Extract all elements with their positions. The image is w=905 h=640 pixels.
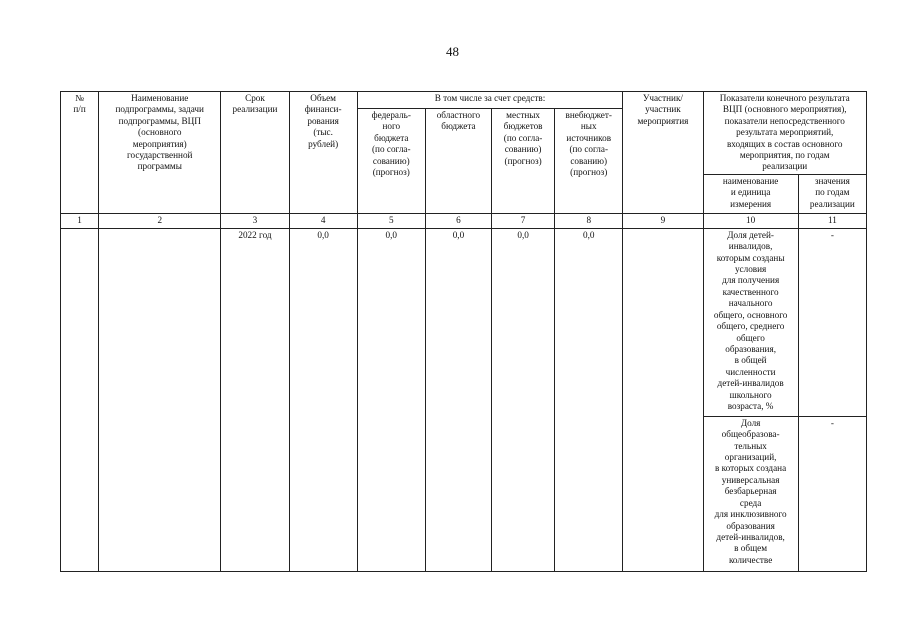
row-num-cell: [61, 228, 99, 571]
header-indicator-values: значения по годам реализации: [798, 174, 866, 213]
row-participant-cell: [623, 228, 703, 571]
header-indicator-name: наименование и единица измерения: [703, 174, 798, 213]
header-num: № п/п: [61, 92, 99, 214]
indicator-value-cell: -: [798, 228, 866, 416]
indicator-name-cell: Доля общеобразова- тельных организаций, в которых создана универсальная безбарьерная среда для инклюзивного образования детей-инвалидов, в общем количестве: [703, 416, 798, 571]
row-volume-cell: 0,0: [289, 228, 357, 571]
page-number: 48: [446, 44, 459, 59]
column-number: 6: [425, 213, 491, 228]
column-number-row: [61, 213, 867, 228]
row-name-cell: [99, 228, 221, 571]
column-number: 4: [289, 213, 357, 228]
header-name: Наименование подпрограммы, задачи подпрограммы, ВЦП (основного мероприятия) государственной программы: [99, 92, 221, 214]
row-extra-cell: 0,0: [555, 228, 623, 571]
column-number: 3: [221, 213, 289, 228]
header-participant: Участник/ участник мероприятия: [623, 92, 703, 214]
header-regional: областного бюджета: [425, 109, 491, 214]
column-number: 10: [703, 213, 798, 228]
row-local-cell: 0,0: [492, 228, 555, 571]
header-indicators-group: Показатели конечного результата ВЦП (основного мероприятия), показатели непосредственного результата мероприятий, входящих в состав основного мероприятия, по годам реализации: [703, 92, 867, 175]
row-term-cell: 2022 год: [221, 228, 289, 571]
header-local: местных бюджетов (по согла- сованию) (прогноз): [492, 109, 555, 214]
column-number: 7: [492, 213, 555, 228]
column-number: 5: [357, 213, 425, 228]
program-table: [60, 91, 867, 572]
row-federal-cell: 0,0: [357, 228, 425, 571]
header-row-1: [61, 92, 867, 109]
column-number: 2: [99, 213, 221, 228]
row-regional-cell: 0,0: [425, 228, 491, 571]
column-number: 8: [555, 213, 623, 228]
header-sources-group: В том числе за счет средств:: [357, 92, 623, 109]
header-extra: внебюджет- ных источников (по согла- сованию) (прогноз): [555, 109, 623, 214]
header-volume: Объем финанси- рования (тыс. рублей): [289, 92, 357, 214]
column-number: 9: [623, 213, 703, 228]
indicator-value-cell: -: [798, 416, 866, 571]
column-number: 1: [61, 213, 99, 228]
header-term: Срок реализации: [221, 92, 289, 214]
column-number: 11: [798, 213, 866, 228]
table-row: [61, 228, 867, 416]
header-federal: федераль- ного бюджета (по согла- сованию) (прогноз): [357, 109, 425, 214]
indicator-name-cell: Доля детей- инвалидов, которым созданы условия для получения качественного начального общего, основного общего, среднего общего образования, в общей численности детей-инвалидов школьного возраста, %: [703, 228, 798, 416]
